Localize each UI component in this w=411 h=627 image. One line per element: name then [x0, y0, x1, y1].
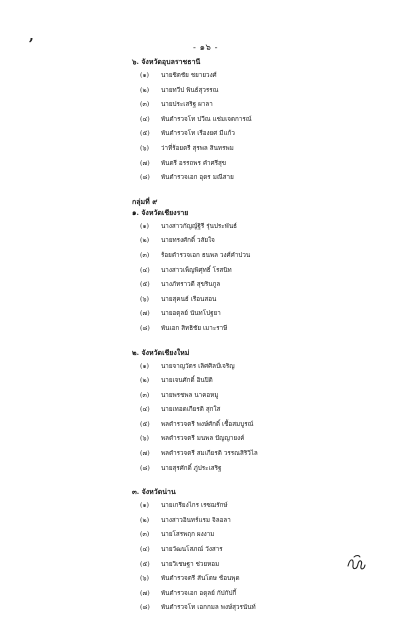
member-name: พันตำรวจเอก อดุลย์ กัปกัปกี้ [161, 589, 237, 597]
member-row [132, 516, 392, 531]
member-number: (๒) [140, 237, 150, 245]
member-number: (๕) [140, 420, 150, 428]
member-name: พันตำรวจโท เรืองยศ มีแก้ว [161, 130, 235, 138]
member-number: (๕) [140, 130, 150, 138]
member-number: (๘) [140, 174, 150, 182]
member-number: (๒) [140, 86, 150, 94]
member-row [132, 420, 392, 435]
member-number: (๔) [140, 546, 150, 554]
member-number: (๑) [140, 222, 149, 230]
member-number: (๓) [140, 531, 150, 539]
member-name: นายพรชพล นาคอหมู [161, 391, 219, 399]
member-name: พันตำรวจเอก อุดร มณีสาย [161, 174, 234, 182]
member-row [132, 100, 392, 115]
handwritten-initials [345, 552, 367, 574]
member-number: (๘) [140, 464, 150, 472]
member-name: นายเกรียงไกร เรซฌรักษ์ [161, 502, 228, 510]
member-name: พลตำรวจตรี พงษ์ศักดิ์ เชื้อสมบูรณ์ [161, 420, 254, 428]
member-row [132, 280, 392, 295]
member-name: นางสาวอินทร์แรม จิลอลา [161, 516, 231, 524]
member-row [132, 589, 392, 604]
member-row [132, 309, 392, 324]
member-number: (๔) [140, 406, 150, 414]
member-name: พันตำรวจโท ปวีณ แช่มเจตการณ์ [161, 115, 252, 123]
member-row [132, 295, 392, 310]
member-number: (๗) [140, 450, 150, 458]
member-name: นายทรงศักดิ์ วสัยใจ [161, 237, 215, 245]
member-number: (๒) [140, 377, 150, 385]
member-number: (๕) [140, 281, 150, 289]
member-row [132, 501, 392, 516]
member-name: นายเจนศักดิ์ อินปิติ [161, 377, 213, 385]
member-row [132, 144, 392, 159]
page-number: - ๑๖ - [193, 43, 218, 53]
province-block [132, 348, 392, 479]
member-number: (๓) [140, 101, 150, 109]
member-name: นายเทอดเกียรติ สุกใส [161, 406, 221, 414]
member-name: นางสาวกัญญ์ฐิรี รุ่นประพันธ์ [161, 222, 237, 230]
member-name: พลตำรวจตรี สมเกียรติ วรรณสิริวิไล [161, 450, 258, 458]
province-heading: ๖. จังหวัดอุบลราชธานี [132, 57, 201, 66]
member-row [132, 159, 392, 174]
member-number: (๘) [140, 604, 150, 612]
member-number: (๗) [140, 589, 150, 597]
member-number: (๓) [140, 251, 150, 259]
member-name: นายจาญวัตร เลิศศิลป์เจริญ [161, 362, 235, 370]
member-number: (๖) [140, 144, 149, 152]
member-number: (๔) [140, 115, 150, 123]
member-row [132, 71, 392, 86]
committee-list [132, 57, 392, 627]
margin-mark: , [29, 28, 34, 44]
member-row [132, 603, 392, 618]
member-row [132, 266, 392, 281]
member-row [132, 530, 392, 545]
member-name: นายอตุลย์ นันทโปฐยา [161, 310, 221, 318]
member-number: (๖) [140, 295, 149, 303]
member-number: (๒) [140, 516, 150, 524]
member-row [132, 464, 392, 479]
member-row [132, 173, 392, 188]
member-name: นางสาวเพ็ญพิศุทธิ์ โรสนิท [161, 266, 232, 274]
member-row [132, 574, 392, 589]
member-name: พันตรี อรรถพร คำศรีสุข [161, 159, 227, 167]
member-number: (๑) [140, 72, 149, 79]
member-name: นายชิตชัย ชยายวงศ์ [161, 72, 217, 79]
member-row [132, 222, 392, 237]
member-name: นายวิเชษฐา ช่วยหอม [161, 560, 220, 568]
member-name: ร้อยตำรวจเอก ธนพล วงศ์คำปวน [161, 251, 251, 259]
member-number: (๗) [140, 159, 150, 167]
member-name: นายโสรพฤก ผงงาม [161, 531, 215, 539]
member-row [132, 324, 392, 339]
member-row [132, 86, 392, 101]
member-number: (๖) [140, 435, 149, 443]
member-number: (๖) [140, 575, 149, 583]
member-number: (๗) [140, 310, 150, 318]
member-name: พันเอก สิทธิชัย เมาะราษี [161, 324, 228, 332]
member-row [132, 434, 392, 449]
member-name: นายวัฒนโสภณ์ วังสาร [161, 546, 223, 554]
member-name: นายประเสริฐ ผาลา [161, 101, 213, 109]
member-name: พันตำรวจตรี สันโดษ ช้อนพุด [161, 575, 240, 583]
member-row [132, 115, 392, 130]
member-row [132, 391, 392, 406]
member-number: (๘) [140, 324, 150, 332]
member-name: นางภัทราวดี สุขรินกูล [161, 281, 221, 289]
member-name: นายทวีป พินธ์สุวรรณ [161, 86, 219, 94]
member-number: (๑) [140, 362, 149, 370]
member-row [132, 376, 392, 391]
province-block [132, 208, 392, 339]
member-row [132, 251, 392, 266]
province-heading: ๓. จังหวัดน่าน [132, 487, 176, 497]
member-name: ว่าที่ร้อยตรี สุรพล สินทรพม [161, 144, 234, 152]
member-row [132, 362, 392, 377]
member-number: (๔) [140, 266, 150, 274]
member-row [132, 236, 392, 251]
province-heading: ๒. จังหวัดเชียงใหม่ [132, 347, 190, 357]
member-row [132, 449, 392, 464]
province-block [132, 57, 392, 188]
member-name: พันตำรวจโท เอกกมล พงษ์สุวรนันท์ [161, 604, 256, 612]
member-number: (๕) [140, 560, 150, 568]
member-name: นายสุคนธ์ เรือนสอน [161, 295, 217, 303]
member-row [132, 405, 392, 420]
member-name: นายสุรศักดิ์ ภู่ประเสริฐ [161, 464, 222, 472]
member-name: พลตำรวจตรี มนพล ปัญญายงค์ [161, 435, 245, 443]
province-heading: ๑. จังหวัดเชียงราย [132, 207, 189, 217]
member-number: (๓) [140, 391, 150, 399]
member-row [132, 129, 392, 144]
member-number: (๑) [140, 502, 149, 510]
group-heading: กลุ่มที่ ๙ [132, 196, 158, 206]
